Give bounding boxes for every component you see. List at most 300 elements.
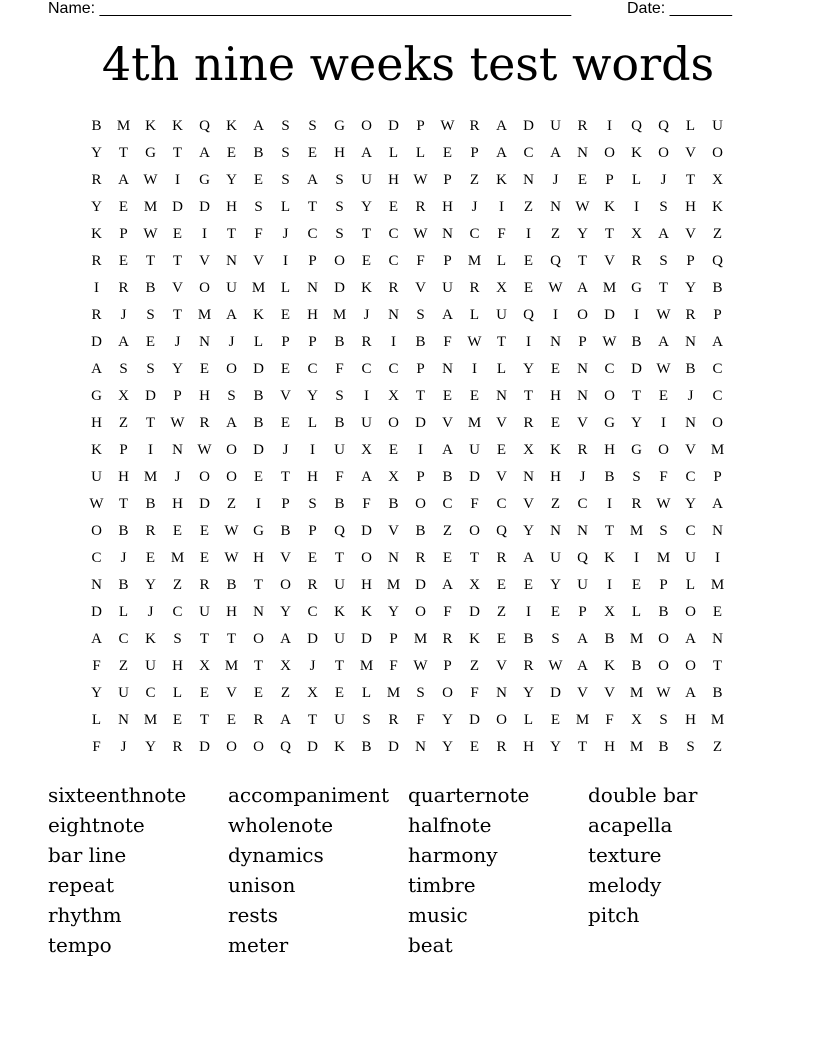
grid-letter: U <box>361 415 372 431</box>
grid-letter: Y <box>91 199 102 215</box>
grid-letter: E <box>631 577 642 593</box>
word-item: meter <box>228 933 289 957</box>
grid-letter: D <box>199 496 210 512</box>
grid-letter: E <box>253 469 264 485</box>
grid-letter: R <box>577 118 588 134</box>
grid-letter: Q <box>577 550 588 566</box>
grid-letter: J <box>120 550 127 566</box>
grid-letter: C <box>604 361 615 377</box>
grid-row <box>83 653 731 680</box>
grid-letter: U <box>361 172 372 188</box>
grid-letter: T <box>226 631 237 647</box>
grid-letter: C <box>496 496 507 512</box>
word-item: eightnote <box>48 813 145 837</box>
grid-letter: W <box>548 280 563 296</box>
grid-letter: H <box>226 199 237 215</box>
grid-letter: V <box>172 280 183 296</box>
grid-letter: R <box>388 280 399 296</box>
grid-letter: S <box>119 361 128 377</box>
grid-letter: B <box>658 604 669 620</box>
grid-letter: U <box>712 118 723 134</box>
grid-letter: F <box>92 739 101 755</box>
grid-letter: Z <box>118 415 129 431</box>
grid-letter: K <box>604 550 615 566</box>
grid-letter: W <box>143 226 158 242</box>
grid-letter: G <box>145 145 156 161</box>
grid-letter: Y <box>577 226 588 242</box>
grid-letter: S <box>335 199 344 215</box>
grid-letter: W <box>575 199 590 215</box>
grid-letter: I <box>607 577 612 593</box>
word-item: accompaniment <box>228 783 390 807</box>
grid-letter: U <box>334 577 345 593</box>
grid-letter: T <box>415 388 426 404</box>
grid-letter: P <box>119 226 128 242</box>
grid-letter: E <box>307 145 318 161</box>
grid-letter: M <box>116 118 131 134</box>
grid-letter: N <box>172 442 183 458</box>
grid-letter: O <box>685 604 696 620</box>
grid-letter: E <box>199 361 210 377</box>
grid-letter: Q <box>523 307 534 323</box>
grid-letter: L <box>685 577 696 593</box>
grid-letter: K <box>172 118 183 134</box>
grid-letter: U <box>91 469 102 485</box>
grid-letter: C <box>388 361 399 377</box>
grid-letter: T <box>523 388 534 404</box>
grid-letter: F <box>605 712 614 728</box>
grid-letter: I <box>634 550 639 566</box>
grid-letter: A <box>91 631 102 647</box>
word-item: double bar <box>588 783 698 807</box>
grid-letter: K <box>631 145 642 161</box>
grid-letter: C <box>388 253 399 269</box>
grid-letter: I <box>94 280 99 296</box>
grid-letter: L <box>118 604 129 620</box>
grid-letter: R <box>361 334 372 350</box>
grid-letter: B <box>253 145 264 161</box>
grid-letter: P <box>416 361 425 377</box>
grid-letter: S <box>146 307 155 323</box>
grid-letter: L <box>307 415 318 431</box>
grid-letter: P <box>605 172 614 188</box>
grid-row <box>83 545 731 572</box>
grid-letter: N <box>712 631 723 647</box>
grid-letter: P <box>281 334 290 350</box>
grid-letter: O <box>658 145 669 161</box>
grid-letter: U <box>226 280 237 296</box>
grid-letter: E <box>118 199 129 215</box>
grid-letter: D <box>199 739 210 755</box>
grid-letter: Q <box>712 253 723 269</box>
grid-letter: D <box>469 712 480 728</box>
grid-letter: E <box>334 685 345 701</box>
grid-letter: T <box>631 388 642 404</box>
grid-letter: A <box>253 118 264 134</box>
grid-letter: E <box>658 388 669 404</box>
grid-letter: E <box>226 712 237 728</box>
grid-letter: H <box>307 469 318 485</box>
grid-letter: H <box>604 739 615 755</box>
grid-letter: U <box>145 658 156 674</box>
grid-letter: W <box>170 415 185 431</box>
grid-letter: V <box>280 388 291 404</box>
grid-letter: X <box>523 442 534 458</box>
grid-letter: K <box>361 604 372 620</box>
grid-letter: R <box>415 550 426 566</box>
grid-letter: E <box>280 307 291 323</box>
grid-letter: D <box>91 334 102 350</box>
grid-letter: D <box>388 739 399 755</box>
grid-row <box>83 356 731 383</box>
grid-letter: L <box>496 253 507 269</box>
grid-letter: F <box>362 496 371 512</box>
grid-letter: Y <box>442 712 453 728</box>
grid-letter: V <box>496 469 507 485</box>
grid-letter: N <box>496 388 507 404</box>
grid-letter: R <box>496 739 507 755</box>
grid-letter: H <box>523 739 534 755</box>
grid-letter: B <box>334 334 345 350</box>
grid-letter: K <box>91 226 102 242</box>
grid-letter: M <box>467 253 482 269</box>
grid-letter: A <box>685 685 696 701</box>
grid-row <box>83 194 731 221</box>
grid-letter: W <box>656 361 671 377</box>
grid-letter: P <box>713 307 722 323</box>
grid-letter: O <box>199 469 210 485</box>
grid-letter: L <box>361 685 372 701</box>
grid-letter: J <box>282 442 289 458</box>
grid-letter: C <box>712 361 723 377</box>
grid-letter: G <box>631 442 642 458</box>
grid-letter: R <box>91 253 102 269</box>
grid-letter: J <box>174 334 181 350</box>
grid-letter: A <box>226 415 237 431</box>
grid-letter: H <box>442 199 453 215</box>
word-column <box>48 780 228 960</box>
grid-letter: N <box>307 280 318 296</box>
grid-letter: N <box>118 712 129 728</box>
grid-letter: B <box>604 469 615 485</box>
grid-letter: I <box>391 334 396 350</box>
grid-letter: J <box>309 658 316 674</box>
grid-letter: Y <box>91 145 102 161</box>
grid-row <box>83 167 731 194</box>
grid-letter: O <box>442 685 453 701</box>
grid-letter: D <box>415 577 426 593</box>
grid-letter: M <box>386 577 401 593</box>
grid-letter: S <box>659 523 668 539</box>
grid-letter: V <box>199 253 210 269</box>
grid-letter: M <box>629 685 644 701</box>
grid-letter: P <box>686 253 695 269</box>
word-item: acapella <box>588 813 673 837</box>
grid-letter: Y <box>550 739 561 755</box>
grid-letter: Y <box>145 739 156 755</box>
grid-letter: K <box>145 631 156 647</box>
grid-letter: S <box>173 631 182 647</box>
grid-letter: A <box>118 172 129 188</box>
grid-letter: E <box>523 280 534 296</box>
grid-letter: S <box>308 118 317 134</box>
grid-letter: X <box>469 577 480 593</box>
grid-letter: D <box>550 685 561 701</box>
grid-letter: E <box>496 631 507 647</box>
grid-letter: K <box>226 118 237 134</box>
grid-letter: J <box>363 307 370 323</box>
grid-letter: A <box>496 145 507 161</box>
grid-letter: M <box>575 712 590 728</box>
grid-row <box>83 572 731 599</box>
grid-letter: D <box>91 604 102 620</box>
grid-letter: P <box>443 658 452 674</box>
grid-letter: B <box>712 280 723 296</box>
grid-letter: N <box>253 604 264 620</box>
grid-letter: J <box>174 469 181 485</box>
grid-letter: D <box>469 604 480 620</box>
grid-letter: X <box>199 658 210 674</box>
grid-letter: O <box>199 280 210 296</box>
grid-letter: E <box>145 550 156 566</box>
word-item: pitch <box>588 903 640 927</box>
grid-letter: J <box>120 307 127 323</box>
grid-letter: O <box>253 739 264 755</box>
grid-letter: W <box>467 334 482 350</box>
grid-letter: E <box>577 172 588 188</box>
grid-letter: I <box>148 442 153 458</box>
grid-letter: L <box>91 712 102 728</box>
grid-letter: W <box>656 685 671 701</box>
grid-letter: H <box>172 496 183 512</box>
grid-letter: J <box>687 388 694 404</box>
grid-letter: S <box>416 685 425 701</box>
grid-letter: G <box>91 388 102 404</box>
grid-letter: W <box>413 226 428 242</box>
word-item: music <box>408 903 468 927</box>
grid-letter: T <box>334 550 345 566</box>
grid-letter: W <box>143 172 158 188</box>
grid-letter: T <box>226 226 237 242</box>
grid-letter: R <box>199 577 210 593</box>
grid-letter: A <box>658 334 669 350</box>
grid-letter: K <box>334 739 345 755</box>
grid-letter: D <box>523 118 534 134</box>
grid-letter: V <box>577 685 588 701</box>
grid-letter: H <box>361 577 372 593</box>
word-item: harmony <box>408 843 498 867</box>
word-item: wholenote <box>228 813 334 837</box>
grid-letter: M <box>143 469 158 485</box>
grid-letter: N <box>199 334 210 350</box>
grid-row <box>83 275 731 302</box>
grid-letter: B <box>253 388 264 404</box>
grid-letter: X <box>280 658 291 674</box>
grid-letter: A <box>91 361 102 377</box>
grid-letter: M <box>143 199 158 215</box>
grid-letter: O <box>388 415 399 431</box>
grid-letter: S <box>362 712 371 728</box>
grid-letter: X <box>604 604 615 620</box>
grid-letter: C <box>388 226 399 242</box>
grid-letter: Z <box>118 658 129 674</box>
grid-letter: O <box>334 253 345 269</box>
grid-letter: N <box>577 388 588 404</box>
grid-letter: F <box>416 253 425 269</box>
grid-letter: M <box>710 442 725 458</box>
grid-letter: T <box>307 199 318 215</box>
grid-letter: A <box>361 145 372 161</box>
grid-letter: L <box>631 604 642 620</box>
grid-letter: E <box>199 550 210 566</box>
grid-letter: S <box>659 712 668 728</box>
grid-letter: K <box>550 442 561 458</box>
grid-row <box>83 626 731 653</box>
grid-letter: R <box>469 118 480 134</box>
grid-letter: J <box>471 199 478 215</box>
grid-letter: N <box>685 415 696 431</box>
grid-letter: I <box>634 307 639 323</box>
word-item: rests <box>228 903 278 927</box>
grid-letter: T <box>172 307 183 323</box>
grid-row <box>83 410 731 437</box>
grid-row <box>83 491 731 518</box>
grid-letter: X <box>631 712 642 728</box>
grid-letter: V <box>415 280 426 296</box>
grid-letter: N <box>577 361 588 377</box>
grid-letter: E <box>199 523 210 539</box>
grid-letter: L <box>469 307 480 323</box>
grid-letter: O <box>280 577 291 593</box>
grid-letter: S <box>335 172 344 188</box>
grid-letter: E <box>172 226 183 242</box>
grid-letter: V <box>604 253 615 269</box>
grid-letter: X <box>388 469 399 485</box>
grid-letter: G <box>334 118 345 134</box>
grid-letter: O <box>712 415 723 431</box>
grid-letter: B <box>145 496 156 512</box>
grid-letter: A <box>361 469 372 485</box>
grid-row <box>83 383 731 410</box>
name-field-label: Name: _____________________________________________________ <box>48 0 572 17</box>
grid-letter: H <box>334 145 345 161</box>
grid-letter: N <box>577 523 588 539</box>
grid-letter: B <box>334 496 345 512</box>
grid-letter: S <box>632 469 641 485</box>
grid-letter: H <box>550 469 561 485</box>
grid-letter: M <box>710 577 725 593</box>
grid-letter: E <box>307 550 318 566</box>
grid-letter: V <box>388 523 399 539</box>
grid-letter: W <box>656 307 671 323</box>
grid-letter: U <box>118 685 129 701</box>
grid-letter: U <box>469 442 480 458</box>
grid-letter: W <box>602 334 617 350</box>
grid-letter: M <box>629 523 644 539</box>
grid-letter: N <box>685 334 696 350</box>
grid-letter: Q <box>199 118 210 134</box>
grid-letter: E <box>172 523 183 539</box>
grid-letter: J <box>282 226 289 242</box>
grid-letter: I <box>499 199 504 215</box>
grid-letter: P <box>443 172 452 188</box>
grid-letter: E <box>145 334 156 350</box>
grid-letter: Y <box>442 739 453 755</box>
grid-letter: K <box>91 442 102 458</box>
grid-letter: R <box>199 415 210 431</box>
grid-letter: E <box>523 253 534 269</box>
grid-letter: T <box>199 712 210 728</box>
grid-letter: F <box>416 712 425 728</box>
grid-letter: F <box>443 604 452 620</box>
grid-letter: L <box>631 172 642 188</box>
grid-letter: K <box>334 604 345 620</box>
grid-letter: E <box>550 604 561 620</box>
grid-letter: O <box>226 469 237 485</box>
grid-letter: E <box>550 361 561 377</box>
grid-letter: P <box>119 442 128 458</box>
grid-letter: I <box>526 604 531 620</box>
grid-letter: L <box>172 685 183 701</box>
grid-letter: G <box>199 172 210 188</box>
grid-letter: T <box>469 550 480 566</box>
grid-letter: D <box>415 415 426 431</box>
grid-letter: N <box>523 172 534 188</box>
grid-letter: B <box>415 334 426 350</box>
grid-letter: N <box>388 550 399 566</box>
grid-letter: R <box>442 631 453 647</box>
grid-letter: S <box>146 361 155 377</box>
grid-letter: N <box>496 685 507 701</box>
grid-letter: K <box>469 631 480 647</box>
grid-letter: P <box>470 145 479 161</box>
grid-letter: S <box>281 118 290 134</box>
word-item: dynamics <box>228 843 324 867</box>
grid-letter: O <box>658 442 669 458</box>
grid-letter: Q <box>334 523 345 539</box>
grid-letter: B <box>631 658 642 674</box>
grid-letter: T <box>145 253 156 269</box>
grid-row <box>83 464 731 491</box>
word-item: unison <box>228 873 296 897</box>
grid-letter: M <box>629 739 644 755</box>
grid-letter: A <box>577 631 588 647</box>
grid-letter: D <box>253 442 264 458</box>
grid-letter: Y <box>685 496 696 512</box>
grid-letter: E <box>469 388 480 404</box>
grid-letter: P <box>443 253 452 269</box>
grid-letter: R <box>118 280 129 296</box>
grid-letter: S <box>335 226 344 242</box>
grid-letter: B <box>91 118 102 134</box>
grid-letter: T <box>334 658 345 674</box>
grid-letter: C <box>685 523 696 539</box>
grid-letter: C <box>361 361 372 377</box>
grid-letter: M <box>602 280 617 296</box>
grid-letter: L <box>523 712 534 728</box>
grid-letter: F <box>92 658 101 674</box>
grid-letter: F <box>470 685 479 701</box>
grid-letter: A <box>658 226 669 242</box>
grid-letter: U <box>685 550 696 566</box>
grid-letter: F <box>443 334 452 350</box>
grid-letter: Y <box>523 361 534 377</box>
grid-letter: T <box>118 496 129 512</box>
grid-letter: Y <box>91 685 102 701</box>
grid-row <box>83 302 731 329</box>
grid-letter: Y <box>361 199 372 215</box>
grid-letter: Q <box>280 739 291 755</box>
